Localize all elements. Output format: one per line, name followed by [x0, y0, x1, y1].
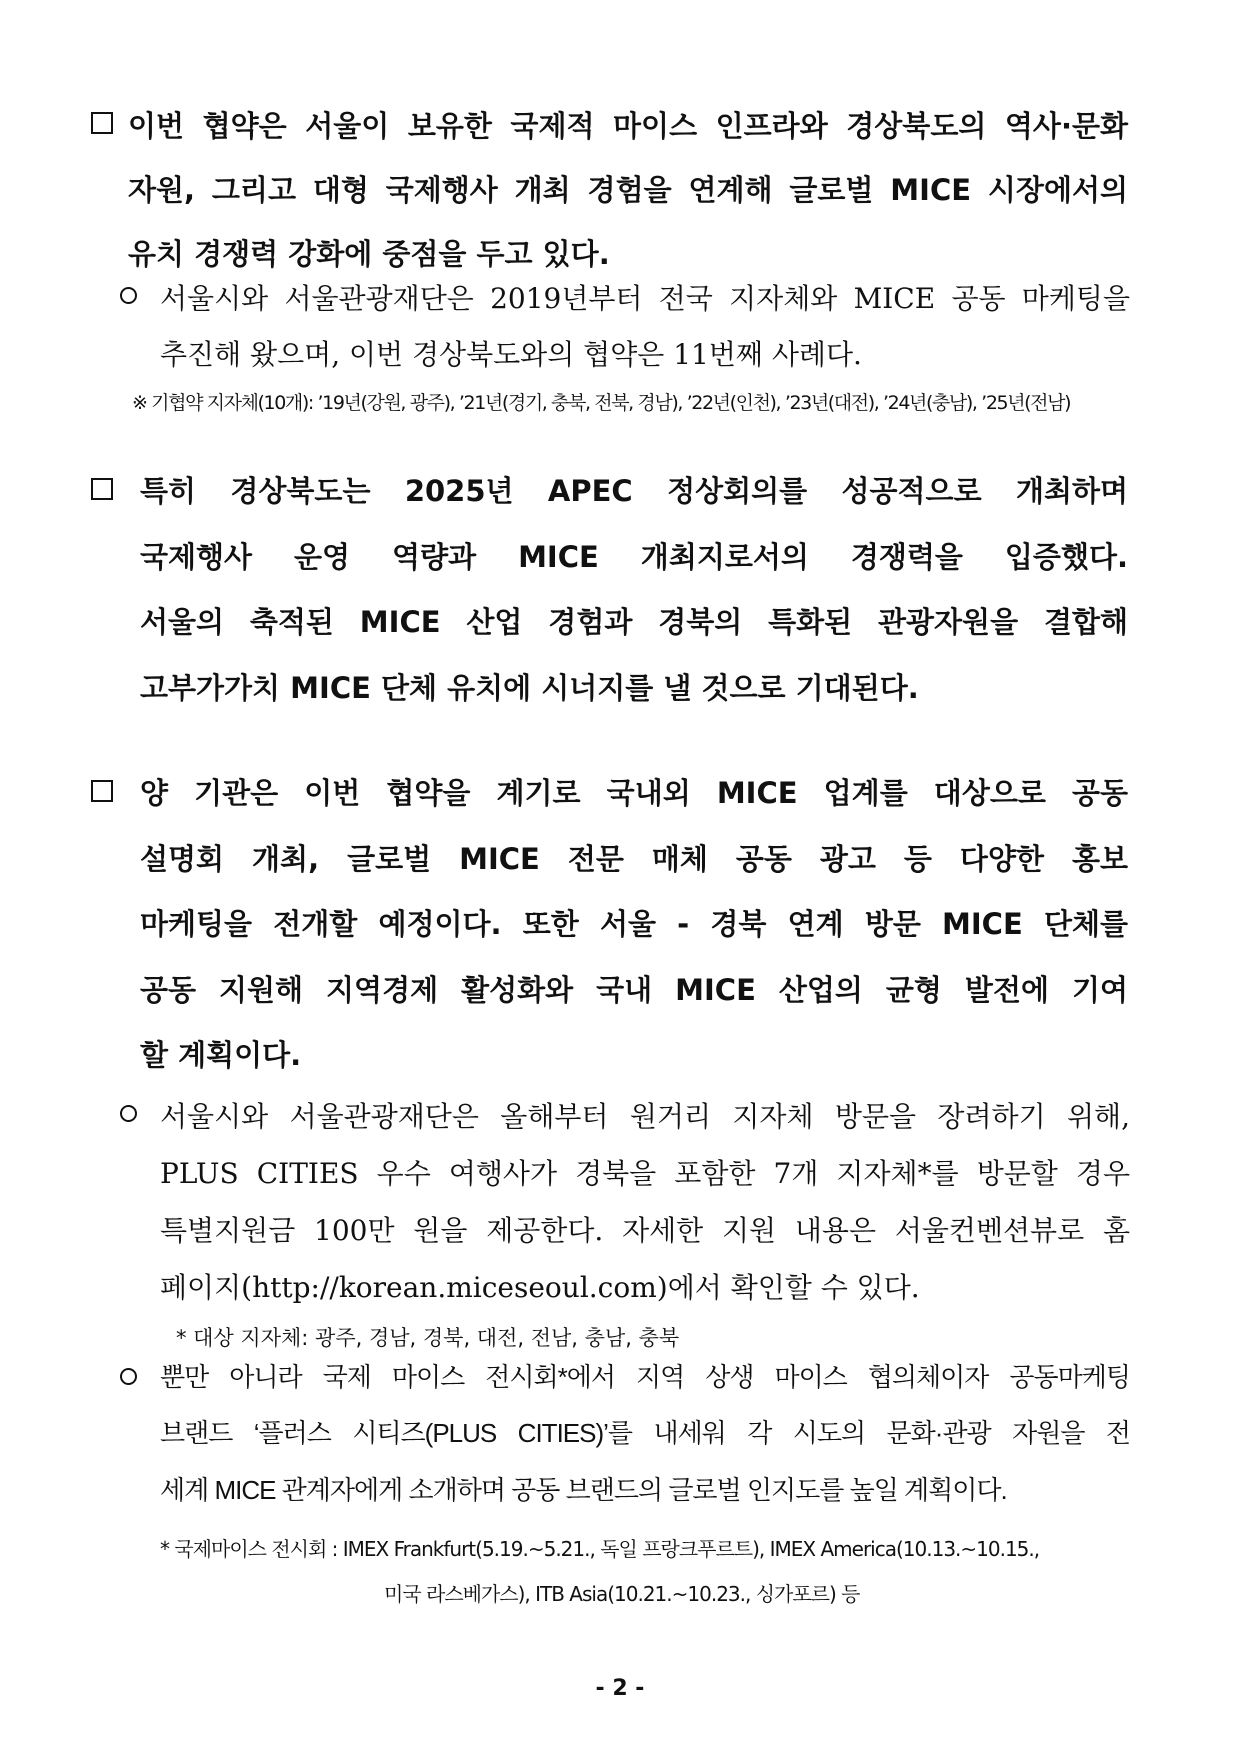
- section3-line5: 할 계획이다.: [140, 1038, 302, 1072]
- section1-note: ※ 기협약 지자체(10개): ’19년(강원, 광주), ’21년(경기, 충북, 전북, 경남), ’22년(인천), ’23년(대전), ’24년(충남), ’25년(전남): [132, 392, 1071, 414]
- checkbox-square-icon: [91, 112, 113, 134]
- section3-note2-line1: * 국제마이스 전시회 : IMEX Frankfurt(5.19.~5.21., 독일 프랑크푸르트), IMEX America(10.13.~10.15.,: [160, 1537, 1040, 1561]
- section3-line1: 양 기관은 이번 협약을 계기로 국내외 MICE 업계를 대상으로 공동: [140, 776, 1128, 810]
- section2-line1: 특히 경상북도는 2025년 APEC 정상회의를 성공적으로 개최하며: [140, 474, 1128, 508]
- checkbox-square-icon: [91, 478, 113, 500]
- section2-line2: 국제행사 운영 역량과 MICE 개최지로서의 경쟁력을 입증했다.: [140, 540, 1128, 574]
- circle-bullet-icon: [120, 1368, 137, 1385]
- section3-line3: 마케팅을 전개할 예정이다. 또한 서울 - 경북 연계 방문 MICE 단체를: [140, 907, 1128, 941]
- section3-line2: 설명회 개최, 글로벌 MICE 전문 매체 공동 광고 등 다양한 홍보: [140, 842, 1128, 876]
- section3-bullet2-line3: 세계 MICE 관계자에게 소개하며 공동 브랜드의 글로벌 인지도를 높일 계획이다.: [160, 1475, 1007, 1505]
- circle-bullet-icon: [120, 1105, 137, 1122]
- section3-bullet2-line2: 브랜드 ‘플러스 시티즈(PLUS CITIES)’를 내세워 각 시도의 문화·관광 자원을 전: [160, 1418, 1130, 1448]
- circle-bullet-icon: [120, 287, 137, 304]
- section1-line3: 유치 경쟁력 강화에 중점을 두고 있다.: [128, 237, 610, 271]
- section1-bullet-line2: 추진해 왔으며, 이번 경상북도와의 협약은 11번째 사례다.: [160, 338, 862, 371]
- section3-bullet1-line4: 페이지(http://korean.miceseoul.com)에서 확인할 수 있다.: [160, 1271, 920, 1304]
- page-number: - 2 -: [595, 1676, 645, 1701]
- section3-note1: * 대상 지자체: 광주, 경남, 경북, 대전, 전남, 충남, 충북: [176, 1326, 680, 1350]
- section2-line4: 고부가가치 MICE 단체 유치에 시너지를 낼 것으로 기대된다.: [140, 671, 919, 705]
- section3-line4: 공동 지원해 지역경제 활성화와 국내 MICE 산업의 균형 발전에 기여: [140, 973, 1128, 1007]
- section1-line1: 이번 협약은 서울이 보유한 국제적 마이스 인프라와 경상북도의 역사·문화: [128, 109, 1128, 143]
- section3-bullet1-line1: 서울시와 서울관광재단은 올해부터 원거리 지자체 방문을 장려하기 위해,: [160, 1100, 1130, 1133]
- section3-note2-line2: 미국 라스베가스), ITB Asia(10.21.~10.23., 싱가포르) 등: [384, 1582, 860, 1606]
- section3-bullet1-line3: 특별지원금 100만 원을 제공한다. 자세한 지원 내용은 서울컨벤션뷰로 홈: [160, 1214, 1130, 1247]
- section3-bullet2-line1: 뿐만 아니라 국제 마이스 전시회*에서 지역 상생 마이스 협의체이자 공동마케팅: [160, 1362, 1130, 1392]
- section1-bullet-line1: 서울시와 서울관광재단은 2019년부터 전국 지자체와 MICE 공동 마케팅을: [160, 282, 1130, 315]
- section1-line2: 자원, 그리고 대형 국제행사 개최 경험을 연계해 글로벌 MICE 시장에서의: [128, 173, 1128, 207]
- section3-bullet1-line2: PLUS CITIES 우수 여행사가 경북을 포함한 7개 지자체*를 방문할 경우: [160, 1157, 1130, 1190]
- checkbox-square-icon: [91, 780, 113, 802]
- section2-line3: 서울의 축적된 MICE 산업 경험과 경북의 특화된 관광자원을 결합해: [140, 605, 1128, 639]
